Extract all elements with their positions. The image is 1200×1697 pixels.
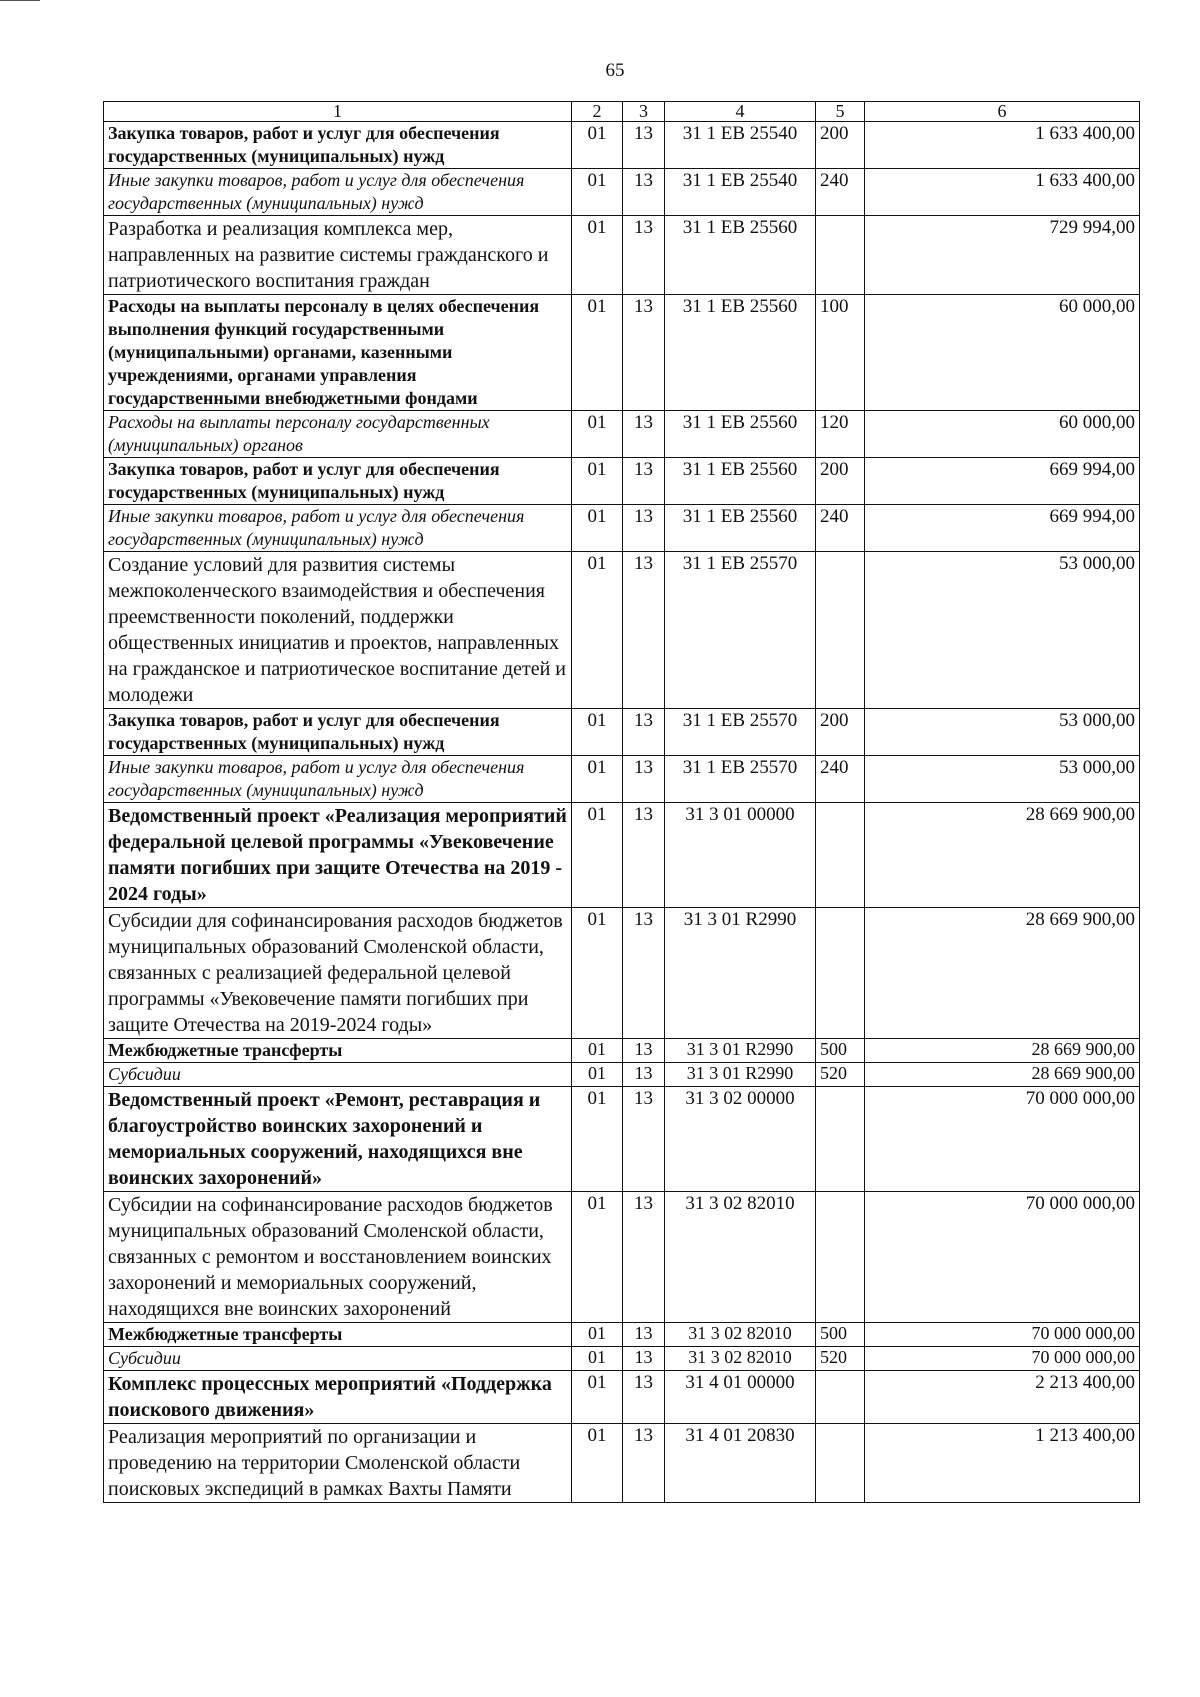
target-article-cell: 31 4 01 20830 bbox=[665, 1424, 816, 1503]
expense-name-cell: Межбюджетные трансферты bbox=[104, 1323, 572, 1347]
header-col-4: 4 bbox=[665, 102, 816, 122]
amount-cell: 70 000 000,00 bbox=[865, 1192, 1140, 1323]
amount-cell: 1 633 400,00 bbox=[865, 122, 1140, 169]
target-article-cell: 31 1 ЕВ 25570 bbox=[665, 709, 816, 756]
expense-name-cell: Комплекс процессных мероприятий «Поддержка поискового движения» bbox=[104, 1371, 572, 1424]
target-article-cell: 31 3 02 82010 bbox=[665, 1323, 816, 1347]
table-header-row bbox=[104, 102, 1140, 122]
expense-type-cell bbox=[816, 1424, 865, 1503]
subsection-code-cell: 13 bbox=[623, 908, 665, 1039]
expense-name-cell: Закупка товаров, работ и услуг для обеспечения государственных (муниципальных) нужд bbox=[104, 709, 572, 756]
table-row bbox=[104, 122, 1140, 169]
expense-type-cell bbox=[816, 216, 865, 295]
table-row bbox=[104, 1424, 1140, 1503]
section-code-cell: 01 bbox=[572, 552, 623, 709]
expense-name-cell: Расходы на выплаты персоналу государственных (муниципальных) органов bbox=[104, 411, 572, 458]
table-row bbox=[104, 908, 1140, 1039]
amount-cell: 669 994,00 bbox=[865, 505, 1140, 552]
amount-cell: 70 000 000,00 bbox=[865, 1323, 1140, 1347]
expense-type-cell bbox=[816, 1087, 865, 1192]
expense-type-cell bbox=[816, 803, 865, 908]
amount-cell: 28 669 900,00 bbox=[865, 1039, 1140, 1063]
table-row bbox=[104, 505, 1140, 552]
amount-cell: 53 000,00 bbox=[865, 552, 1140, 709]
target-article-cell: 31 3 02 82010 bbox=[665, 1347, 816, 1371]
amount-cell: 1 633 400,00 bbox=[865, 169, 1140, 216]
expense-name-cell: Ведомственный проект «Ремонт, реставрация и благоустройство воинских захоронений и мемориальных сооружений, находящихся вне воинских захоронений» bbox=[104, 1087, 572, 1192]
table-row bbox=[104, 1323, 1140, 1347]
subsection-code-cell: 13 bbox=[623, 505, 665, 552]
target-article-cell: 31 3 01 00000 bbox=[665, 803, 816, 908]
table-row bbox=[104, 756, 1140, 803]
expense-name-cell: Субсидии на софинансирование расходов бюджетов муниципальных образований Смоленской области, связанных с ремонтом и восстановлением воинских захоронений и мемориальных сооружений, находящихся вне воинских захоронений bbox=[104, 1192, 572, 1323]
expense-type-cell: 520 bbox=[816, 1063, 865, 1087]
amount-cell: 28 669 900,00 bbox=[865, 908, 1140, 1039]
expense-name-cell: Реализация мероприятий по организации и проведению на территории Смоленской области поисковых экспедиций в рамках Вахты Памяти bbox=[104, 1424, 572, 1503]
section-code-cell: 01 bbox=[572, 1039, 623, 1063]
table-row bbox=[104, 552, 1140, 709]
expense-type-cell: 520 bbox=[816, 1347, 865, 1371]
table-row bbox=[104, 1063, 1140, 1087]
section-code-cell: 01 bbox=[572, 169, 623, 216]
target-article-cell: 31 1 ЕВ 25570 bbox=[665, 756, 816, 803]
expense-type-cell: 500 bbox=[816, 1323, 865, 1347]
amount-cell: 28 669 900,00 bbox=[865, 803, 1140, 908]
amount-cell: 60 000,00 bbox=[865, 411, 1140, 458]
section-code-cell: 01 bbox=[572, 1323, 623, 1347]
section-code-cell: 01 bbox=[572, 1192, 623, 1323]
target-article-cell: 31 3 01 R2990 bbox=[665, 1039, 816, 1063]
section-code-cell: 01 bbox=[572, 216, 623, 295]
expense-type-cell bbox=[816, 908, 865, 1039]
target-article-cell: 31 3 02 82010 bbox=[665, 1192, 816, 1323]
amount-cell: 2 213 400,00 bbox=[865, 1371, 1140, 1424]
subsection-code-cell: 13 bbox=[623, 122, 665, 169]
table-row bbox=[104, 1039, 1140, 1063]
section-code-cell: 01 bbox=[572, 505, 623, 552]
expense-name-cell: Закупка товаров, работ и услуг для обеспечения государственных (муниципальных) нужд bbox=[104, 458, 572, 505]
expense-name-cell: Иные закупки товаров, работ и услуг для обеспечения государственных (муниципальных) нужд bbox=[104, 505, 572, 552]
subsection-code-cell: 13 bbox=[623, 216, 665, 295]
expense-type-cell: 200 bbox=[816, 458, 865, 505]
amount-cell: 28 669 900,00 bbox=[865, 1063, 1140, 1087]
amount-cell: 1 213 400,00 bbox=[865, 1424, 1140, 1503]
subsection-code-cell: 13 bbox=[623, 169, 665, 216]
expense-name-cell: Разработка и реализация комплекса мер, направленных на развитие системы гражданского и патриотического воспитания граждан bbox=[104, 216, 572, 295]
section-code-cell: 01 bbox=[572, 1424, 623, 1503]
table-row bbox=[104, 169, 1140, 216]
amount-cell: 70 000 000,00 bbox=[865, 1087, 1140, 1192]
expense-type-cell: 240 bbox=[816, 505, 865, 552]
target-article-cell: 31 1 ЕВ 25560 bbox=[665, 505, 816, 552]
subsection-code-cell: 13 bbox=[623, 1424, 665, 1503]
section-code-cell: 01 bbox=[572, 908, 623, 1039]
target-article-cell: 31 1 ЕВ 25560 bbox=[665, 458, 816, 505]
section-code-cell: 01 bbox=[572, 295, 623, 411]
target-article-cell: 31 1 ЕВ 25540 bbox=[665, 122, 816, 169]
expense-name-cell: Иные закупки товаров, работ и услуг для обеспечения государственных (муниципальных) нужд bbox=[104, 756, 572, 803]
target-article-cell: 31 1 ЕВ 25570 bbox=[665, 552, 816, 709]
target-article-cell: 31 1 ЕВ 25560 bbox=[665, 411, 816, 458]
expense-name-cell: Расходы на выплаты персоналу в целях обеспечения выполнения функций государственными (муниципальными) органами, казенными учреждениями, органами управления государственными внебюджетными фондами bbox=[104, 295, 572, 411]
subsection-code-cell: 13 bbox=[623, 1347, 665, 1371]
subsection-code-cell: 13 bbox=[623, 458, 665, 505]
target-article-cell: 31 1 ЕВ 25560 bbox=[665, 216, 816, 295]
expense-name-cell: Субсидии bbox=[104, 1063, 572, 1087]
subsection-code-cell: 13 bbox=[623, 1192, 665, 1323]
header-col-3: 3 bbox=[623, 102, 665, 122]
expense-name-cell: Межбюджетные трансферты bbox=[104, 1039, 572, 1063]
table-row bbox=[104, 295, 1140, 411]
target-article-cell: 31 3 01 R2990 bbox=[665, 1063, 816, 1087]
subsection-code-cell: 13 bbox=[623, 756, 665, 803]
target-article-cell: 31 3 01 R2990 bbox=[665, 908, 816, 1039]
header-col-5: 5 bbox=[816, 102, 865, 122]
expense-type-cell bbox=[816, 552, 865, 709]
scan-margin-mark bbox=[0, 0, 40, 4]
section-code-cell: 01 bbox=[572, 1347, 623, 1371]
expense-name-cell: Иные закупки товаров, работ и услуг для обеспечения государственных (муниципальных) нужд bbox=[104, 169, 572, 216]
table-row bbox=[104, 216, 1140, 295]
expense-type-cell: 200 bbox=[816, 709, 865, 756]
subsection-code-cell: 13 bbox=[623, 1039, 665, 1063]
header-col-1: 1 bbox=[104, 102, 572, 122]
expense-type-cell: 500 bbox=[816, 1039, 865, 1063]
section-code-cell: 01 bbox=[572, 1063, 623, 1087]
expense-type-cell: 100 bbox=[816, 295, 865, 411]
target-article-cell: 31 4 01 00000 bbox=[665, 1371, 816, 1424]
subsection-code-cell: 13 bbox=[623, 1323, 665, 1347]
subsection-code-cell: 13 bbox=[623, 411, 665, 458]
table-row bbox=[104, 803, 1140, 908]
section-code-cell: 01 bbox=[572, 1087, 623, 1192]
table-row bbox=[104, 458, 1140, 505]
table-row bbox=[104, 709, 1140, 756]
expense-type-cell: 200 bbox=[816, 122, 865, 169]
expense-name-cell: Субсидии bbox=[104, 1347, 572, 1371]
expense-name-cell: Ведомственный проект «Реализация мероприятий федеральной целевой программы «Увековечение памяти погибших при защите Отечества на 2019 - 2024 годы» bbox=[104, 803, 572, 908]
target-article-cell: 31 3 02 00000 bbox=[665, 1087, 816, 1192]
target-article-cell: 31 1 ЕВ 25560 bbox=[665, 295, 816, 411]
table-row bbox=[104, 1347, 1140, 1371]
amount-cell: 53 000,00 bbox=[865, 756, 1140, 803]
expense-name-cell: Закупка товаров, работ и услуг для обеспечения государственных (муниципальных) нужд bbox=[104, 122, 572, 169]
amount-cell: 70 000 000,00 bbox=[865, 1347, 1140, 1371]
expense-type-cell: 240 bbox=[816, 169, 865, 216]
table-row bbox=[104, 1087, 1140, 1192]
expense-type-cell: 120 bbox=[816, 411, 865, 458]
expense-type-cell bbox=[816, 1371, 865, 1424]
page-number: 65 bbox=[605, 60, 625, 81]
amount-cell: 729 994,00 bbox=[865, 216, 1140, 295]
subsection-code-cell: 13 bbox=[623, 803, 665, 908]
section-code-cell: 01 bbox=[572, 411, 623, 458]
amount-cell: 60 000,00 bbox=[865, 295, 1140, 411]
section-code-cell: 01 bbox=[572, 709, 623, 756]
section-code-cell: 01 bbox=[572, 458, 623, 505]
section-code-cell: 01 bbox=[572, 756, 623, 803]
budget-table bbox=[103, 101, 1140, 1503]
expense-name-cell: Создание условий для развития системы межпоколенческого взаимодействия и обеспечения преемственности поколений, поддержки общественных инициатив и проектов, направленных на гражданское и патриотическое воспитание детей и молодежи bbox=[104, 552, 572, 709]
subsection-code-cell: 13 bbox=[623, 1371, 665, 1424]
amount-cell: 53 000,00 bbox=[865, 709, 1140, 756]
header-col-6: 6 bbox=[865, 102, 1140, 122]
header-col-2: 2 bbox=[572, 102, 623, 122]
expense-name-cell: Субсидии для софинансирования расходов бюджетов муниципальных образований Смоленской области, связанных с реализацией федеральной целевой программы «Увековечение памяти погибших при защите Отечества на 2019-2024 годы» bbox=[104, 908, 572, 1039]
section-code-cell: 01 bbox=[572, 1371, 623, 1424]
table-row bbox=[104, 1192, 1140, 1323]
budget-table-body bbox=[104, 102, 1140, 1503]
subsection-code-cell: 13 bbox=[623, 552, 665, 709]
table-row bbox=[104, 411, 1140, 458]
subsection-code-cell: 13 bbox=[623, 1063, 665, 1087]
section-code-cell: 01 bbox=[572, 122, 623, 169]
expense-type-cell: 240 bbox=[816, 756, 865, 803]
subsection-code-cell: 13 bbox=[623, 295, 665, 411]
expense-type-cell bbox=[816, 1192, 865, 1323]
table-row bbox=[104, 1371, 1140, 1424]
subsection-code-cell: 13 bbox=[623, 1087, 665, 1192]
target-article-cell: 31 1 ЕВ 25540 bbox=[665, 169, 816, 216]
subsection-code-cell: 13 bbox=[623, 709, 665, 756]
section-code-cell: 01 bbox=[572, 803, 623, 908]
amount-cell: 669 994,00 bbox=[865, 458, 1140, 505]
